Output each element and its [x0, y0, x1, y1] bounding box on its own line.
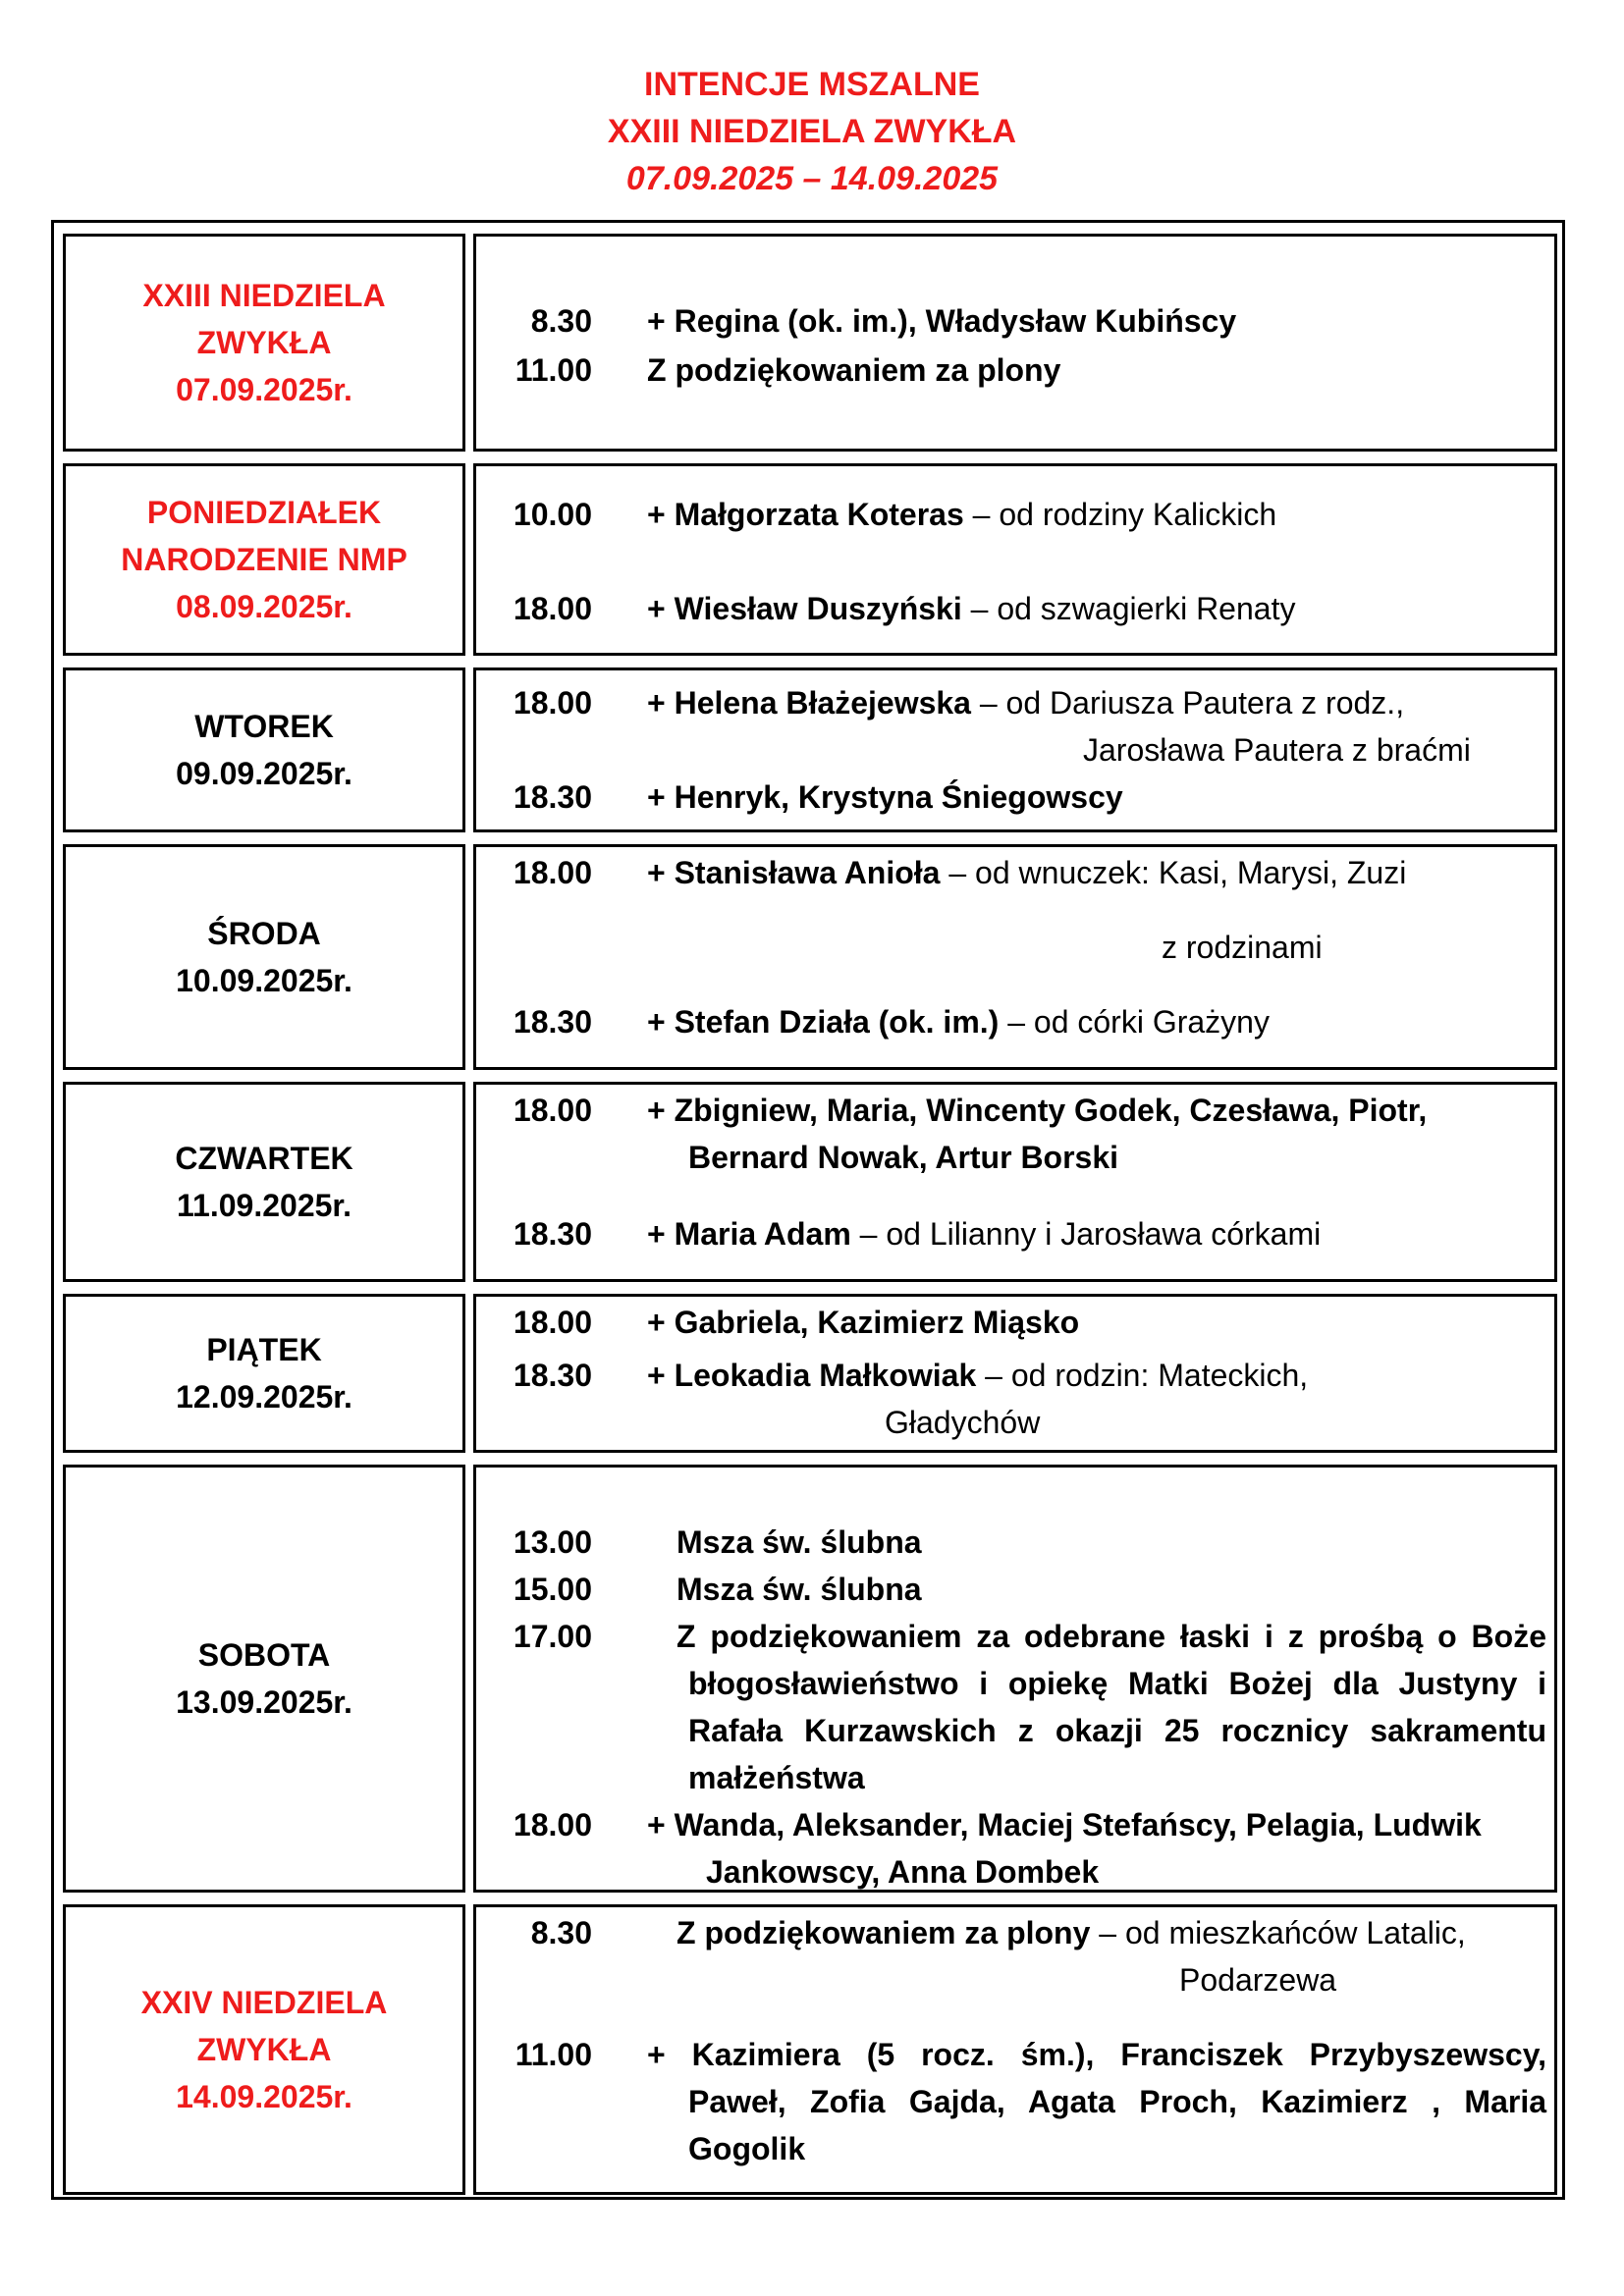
mass-cell — [473, 1294, 1557, 1453]
mass-cell — [473, 1082, 1557, 1282]
mass-intention — [647, 297, 1236, 345]
day-name: WTOREK — [194, 709, 334, 744]
mass-cell — [473, 234, 1557, 452]
intention-continuation: Rafała Kurzawskich z okazji 25 rocznicy sakramentu — [688, 1713, 1546, 1748]
day-date: 12.09.2025r. — [176, 1379, 352, 1415]
mass-time: 17.00 — [513, 1619, 592, 1654]
intention-from: – od Dariusza Pautera z rodz., — [970, 685, 1405, 721]
intention-continuation: Gogolik — [688, 2131, 806, 2166]
mass-intention — [677, 1613, 1546, 1660]
page-title: INTENCJE MSZALNE — [644, 66, 980, 103]
intention-name: Z podziękowaniem za plony — [647, 352, 1061, 388]
day-name: XXIV NIEDZIELA — [140, 1985, 388, 2020]
intention-continuation: małżeństwa — [688, 1760, 865, 1795]
mass-time: 18.30 — [513, 1216, 592, 1252]
day-name: NARODZENIE NMP — [121, 542, 407, 577]
intention-name: Z podziękowaniem za odebrane łaski i z prośbą o Boże — [677, 1619, 1546, 1654]
mass-time: 13.00 — [513, 1524, 592, 1560]
intention-from: – od córki Grażyny — [999, 1004, 1270, 1040]
intention-from: – od Lilianny i Jarosława córkami — [850, 1216, 1322, 1252]
day-date: 14.09.2025r. — [176, 2079, 352, 2114]
mass-time: 11.00 — [514, 352, 592, 388]
mass-intention — [677, 1909, 1466, 1956]
page-date-range: 07.09.2025 – 14.09.2025 — [625, 160, 999, 197]
day-name: ŚRODA — [207, 916, 321, 951]
day-name: ZWYKŁA — [196, 325, 332, 360]
mass-intention — [647, 491, 1276, 538]
day-cell — [63, 844, 465, 1070]
mass-time: 11.00 — [514, 2037, 592, 2072]
day-cell — [63, 463, 465, 656]
intention-name: + Regina (ok. im.), Władysław Kubińscy — [647, 303, 1237, 339]
mass-intention — [647, 1087, 1427, 1134]
mass-intention — [647, 998, 1270, 1045]
intention-from: – od mieszkańców Latalic, — [1090, 1915, 1466, 1950]
mass-time: 18.00 — [513, 685, 592, 721]
day-name: SOBOTA — [197, 1637, 331, 1673]
day-date: 09.09.2025r. — [176, 756, 352, 791]
mass-intention — [647, 347, 1060, 394]
mass-time: 8.30 — [530, 303, 592, 339]
intention-continuation: z rodzinami — [1162, 930, 1323, 965]
day-cell — [63, 1082, 465, 1282]
mass-intention — [647, 585, 1295, 632]
intention-name: Msza św. ślubna — [677, 1524, 922, 1560]
mass-cell — [473, 463, 1557, 656]
intention-continuation: Bernard Nowak, Artur Borski — [688, 1140, 1119, 1175]
mass-cell — [473, 1904, 1557, 2195]
day-cell — [63, 1465, 465, 1893]
day-name: CZWARTEK — [175, 1141, 353, 1176]
mass-cell — [473, 844, 1557, 1070]
mass-time: 18.00 — [513, 591, 592, 626]
intention-continuation: Podarzewa — [1179, 1962, 1337, 1998]
mass-time: 18.30 — [513, 1358, 592, 1393]
intention-continuation: błogosławieństwo i opiekę Matki Bożej dla Justyny i — [688, 1666, 1546, 1701]
mass-time: 18.00 — [513, 1093, 592, 1128]
mass-time: 18.30 — [513, 1004, 592, 1040]
day-name: XXIII NIEDZIELA — [142, 278, 386, 313]
intention-name: + Henryk, Krystyna Śniegowscy — [647, 779, 1123, 815]
day-cell — [63, 1294, 465, 1453]
intention-from: – od wnuczek: Kasi, Marysi, Zuzi — [940, 855, 1407, 890]
intention-name: Msza św. ślubna — [677, 1572, 922, 1607]
intention-name: + Wanda, Aleksander, Maciej Stefańscy, Pelagia, Ludwik — [647, 1807, 1482, 1842]
day-date: 11.09.2025r. — [177, 1188, 352, 1223]
day-date: 07.09.2025r. — [176, 372, 352, 407]
mass-intention — [647, 1299, 1079, 1346]
day-name: PIĄTEK — [206, 1332, 322, 1367]
intention-name: + Helena Błażejewska — [647, 685, 971, 721]
intention-name: + Małgorzata Koteras — [647, 497, 964, 532]
day-cell — [63, 1904, 465, 2195]
intention-name: + Stanisława Anioła — [647, 855, 941, 890]
intention-name: + Gabriela, Kazimierz Miąsko — [647, 1305, 1080, 1340]
day-name: PONIEDZIAŁEK — [146, 495, 382, 530]
intention-name: + Kazimiera (5 rocz. śm.), Franciszek Przybyszewscy, — [647, 2037, 1546, 2072]
mass-intention — [677, 1566, 922, 1613]
mass-cell — [473, 667, 1557, 832]
intention-from: – od szwagierki Renaty — [961, 591, 1296, 626]
mass-intention — [647, 849, 1406, 896]
day-date: 13.09.2025r. — [176, 1684, 352, 1720]
day-name: ZWYKŁA — [196, 2032, 332, 2067]
day-date: 10.09.2025r. — [176, 963, 352, 998]
day-cell — [63, 667, 465, 832]
intention-name: + Maria Adam — [647, 1216, 851, 1252]
mass-time: 8.30 — [530, 1915, 592, 1950]
intention-from: – od rodziny Kalickich — [963, 497, 1277, 532]
day-cell — [63, 234, 465, 452]
mass-cell — [473, 1465, 1557, 1893]
intention-name: + Wiesław Duszyński — [647, 591, 962, 626]
intention-name: Z podziękowaniem za plony — [677, 1915, 1091, 1950]
mass-intention — [647, 1801, 1482, 1848]
intention-name: + Stefan Działa (ok. im.) — [647, 1004, 1000, 1040]
intention-continuation: Jarosława Pautera z braćmi — [1083, 732, 1471, 768]
day-date: 08.09.2025r. — [176, 589, 352, 624]
intention-name: + Zbigniew, Maria, Wincenty Godek, Czesława, Piotr, — [647, 1093, 1428, 1128]
intention-continuation: Paweł, Zofia Gajda, Agata Proch, Kazimierz , Maria — [688, 2084, 1546, 2119]
mass-time: 10.00 — [513, 497, 592, 532]
page-subtitle: XXIII NIEDZIELA ZWYKŁA — [607, 113, 1017, 150]
mass-intention — [647, 2031, 1546, 2078]
intention-name: + Leokadia Małkowiak — [647, 1358, 977, 1393]
mass-time: 18.00 — [513, 1807, 592, 1842]
mass-intention — [647, 679, 1404, 726]
intention-continuation: Gładychów — [885, 1405, 1041, 1440]
intention-from: – od rodzin: Mateckich, — [976, 1358, 1309, 1393]
mass-intention — [647, 1210, 1321, 1257]
mass-time: 18.00 — [513, 855, 592, 890]
mass-intention — [647, 1352, 1308, 1399]
mass-intention — [647, 774, 1123, 821]
mass-time: 18.30 — [513, 779, 592, 815]
mass-time: 15.00 — [513, 1572, 592, 1607]
page-header — [0, 61, 1624, 202]
mass-intention — [677, 1519, 922, 1566]
mass-time: 18.00 — [513, 1305, 592, 1340]
intention-continuation: Jankowscy, Anna Dombek — [706, 1854, 1100, 1890]
